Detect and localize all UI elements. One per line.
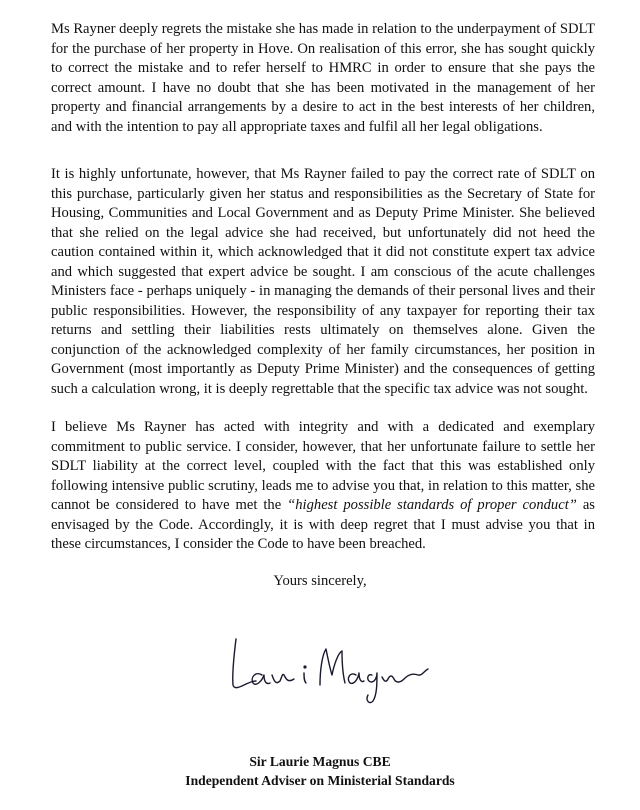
signature-block xyxy=(0,752,640,790)
paragraph-3-text-after: as envisaged by the Code. Accordingly, it is with deep regret that I must advise you that in these circumstances, I consider the Code to have been breached. xyxy=(51,497,595,552)
paragraph-1: Ms Rayner deeply regrets the mistake she has made in relation to the underpayment of SDLT for the purchase of her property in Hove. On realisation of this error, she has sought quickly to correct the mistake and to refer herself to HMRC in order to ensure that she pays the correct amount. I have no doubt that she has been motivated in the management of her property and financial arrangements by a desire to act in the best interests of her children, and with the intention to pay all appropriate taxes and fulfil all her legal obligations. xyxy=(51,21,595,135)
paragraph-2: It is highly unfortunate, however, that Ms Rayner failed to pay the correct rate of SDLT on this purchase, particularly given her status and responsibilities as the Secretary of State for Housing, Communities and Local Government and as Deputy Prime Minister. She believed that she relied on the legal advice she had received, but unfortunately did not heed the caution contained within it, which acknowledged that it did not constitute expert tax advice and which suggested that expert advice be sought. I am conscious of the acute challenges Ministers face - perhaps uniquely - in managing the demands of their personal lives and their public responsibilities. However, the responsibility of any taxpayer for reporting their tax returns and settling their liabilities rests ultimately on themselves alone. Given the conjunction of the acknowledged complexity of her family circumstances, her position in Government (most importantly as Deputy Prime Minister) and the consequences of getting such a calculation wrong, it is deeply regrettable that the specific tax advice was not sought. xyxy=(51,166,595,397)
code-quote: “highest possible standards of proper conduct” xyxy=(287,497,577,513)
closing-salutation: Yours sincerely, xyxy=(273,573,367,589)
paragraph-3-text-before: I believe Ms Rayner has acted with integrity and with a dedicated and exemplary commitment to public service. I consider, however, that her unfortunate failure to settle her SDLT liability at the correct level, coupled with the fact that this was established only following intensive public scrutiny, leads me to advise you that, in relation to this matter, she cannot be considered to have met the xyxy=(51,419,595,513)
signatory-name: Sir Laurie Magnus CBE xyxy=(249,754,391,769)
handwritten-signature xyxy=(222,625,442,715)
signatory-title: Independent Adviser on Ministerial Standards xyxy=(185,773,455,788)
paragraph-3 xyxy=(51,418,595,555)
